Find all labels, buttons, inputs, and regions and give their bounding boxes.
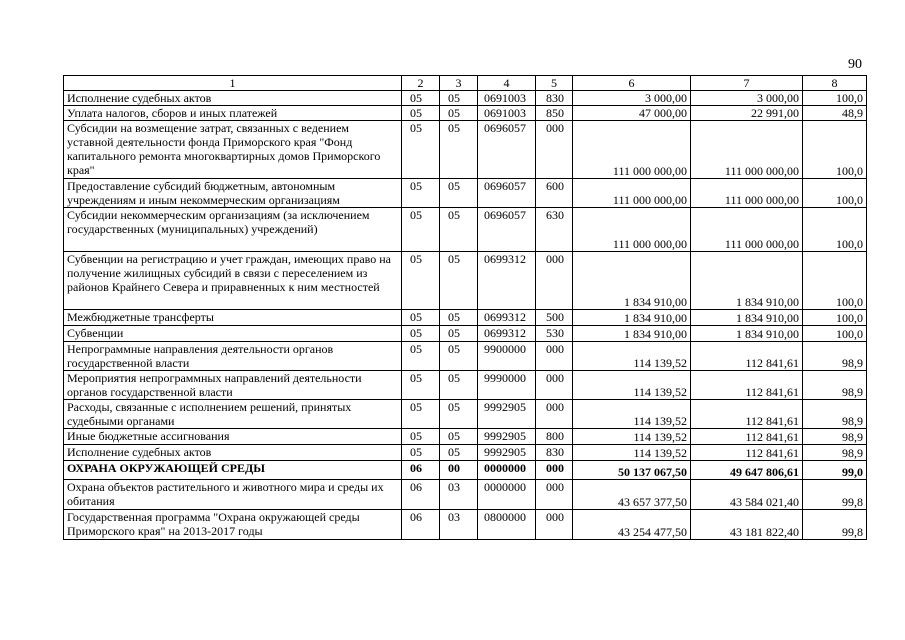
target-article-cell: 0696057 bbox=[478, 179, 536, 208]
planned-amount-cell: 1 834 910,00 bbox=[573, 326, 691, 342]
percent-cell: 100,0 bbox=[803, 252, 867, 310]
row-name-cell: Непрограммные направления деятельности органов государственной власти bbox=[64, 342, 402, 371]
percent-cell: 98,9 bbox=[803, 429, 867, 445]
section-code-cell: 05 bbox=[402, 310, 440, 326]
row-name-cell: Предоставление субсидий бюджетным, автономным учреждениям и иным некоммерческим организациям bbox=[64, 179, 402, 208]
table-row bbox=[64, 461, 867, 480]
section-code-cell: 05 bbox=[402, 121, 440, 179]
expense-type-cell: 000 bbox=[536, 371, 573, 400]
table-row bbox=[64, 252, 867, 310]
executed-amount-cell: 43 181 822,40 bbox=[691, 510, 803, 540]
table-row bbox=[64, 480, 867, 510]
section-code-cell: 05 bbox=[402, 342, 440, 371]
target-article-cell: 0000000 bbox=[478, 480, 536, 510]
header-cell: 3 bbox=[440, 76, 478, 91]
executed-amount-cell: 112 841,61 bbox=[691, 445, 803, 461]
subsection-code-cell: 05 bbox=[440, 106, 478, 121]
percent-cell: 99,8 bbox=[803, 510, 867, 540]
percent-cell: 100,0 bbox=[803, 179, 867, 208]
planned-amount-cell: 47 000,00 bbox=[573, 106, 691, 121]
section-code-cell: 05 bbox=[402, 252, 440, 310]
row-name-cell: Субвенции на регистрацию и учет граждан, имеющих право на получение жилищных субсидий в связи с переселением из районов Крайнего Севера и приравненных к ним местностей bbox=[64, 252, 402, 310]
target-article-cell: 9900000 bbox=[478, 342, 536, 371]
section-code-cell: 05 bbox=[402, 179, 440, 208]
percent-cell: 98,9 bbox=[803, 445, 867, 461]
header-cell: 6 bbox=[573, 76, 691, 91]
target-article-cell: 0691003 bbox=[478, 106, 536, 121]
subsection-code-cell: 05 bbox=[440, 310, 478, 326]
executed-amount-cell: 111 000 000,00 bbox=[691, 208, 803, 252]
section-code-cell: 05 bbox=[402, 326, 440, 342]
expense-type-cell: 600 bbox=[536, 179, 573, 208]
section-code-cell: 05 bbox=[402, 208, 440, 252]
table-row bbox=[64, 106, 867, 121]
executed-amount-cell: 112 841,61 bbox=[691, 400, 803, 429]
row-name-cell: Мероприятия непрограммных направлений деятельности органов государственной власти bbox=[64, 371, 402, 400]
table-row bbox=[64, 445, 867, 461]
table-row bbox=[64, 310, 867, 326]
executed-amount-cell: 1 834 910,00 bbox=[691, 326, 803, 342]
row-name-cell: Субсидии некоммерческим организациям (за исключением государственных (муниципальных) учреждений) bbox=[64, 208, 402, 252]
percent-cell: 98,9 bbox=[803, 342, 867, 371]
expense-type-cell: 000 bbox=[536, 510, 573, 540]
subsection-code-cell: 03 bbox=[440, 510, 478, 540]
expense-type-cell: 830 bbox=[536, 91, 573, 106]
planned-amount-cell: 114 139,52 bbox=[573, 445, 691, 461]
planned-amount-cell: 43 657 377,50 bbox=[573, 480, 691, 510]
planned-amount-cell: 111 000 000,00 bbox=[573, 121, 691, 179]
table-row bbox=[64, 208, 867, 252]
table-row bbox=[64, 342, 867, 371]
row-name-cell: Субсидии на возмещение затрат, связанных с ведением уставной деятельности фонда Приморского края "Фонд капитального ремонта многоквартирных домов Приморского края" bbox=[64, 121, 402, 179]
row-name-cell: ОХРАНА ОКРУЖАЮЩЕЙ СРЕДЫ bbox=[64, 461, 402, 480]
expense-type-cell: 850 bbox=[536, 106, 573, 121]
target-article-cell: 0696057 bbox=[478, 121, 536, 179]
percent-cell: 100,0 bbox=[803, 91, 867, 106]
subsection-code-cell: 05 bbox=[440, 252, 478, 310]
expense-type-cell: 500 bbox=[536, 310, 573, 326]
target-article-cell: 0699312 bbox=[478, 252, 536, 310]
header-cell: 2 bbox=[402, 76, 440, 91]
row-name-cell: Субвенции bbox=[64, 326, 402, 342]
executed-amount-cell: 111 000 000,00 bbox=[691, 121, 803, 179]
expense-type-cell: 830 bbox=[536, 445, 573, 461]
target-article-cell: 0000000 bbox=[478, 461, 536, 480]
table-row bbox=[64, 510, 867, 540]
table-row bbox=[64, 326, 867, 342]
subsection-code-cell: 05 bbox=[440, 121, 478, 179]
row-name-cell: Межбюджетные трансферты bbox=[64, 310, 402, 326]
target-article-cell: 0696057 bbox=[478, 208, 536, 252]
expense-type-cell: 000 bbox=[536, 400, 573, 429]
header-cell: 4 bbox=[478, 76, 536, 91]
expense-type-cell: 000 bbox=[536, 342, 573, 371]
expense-type-cell: 000 bbox=[536, 461, 573, 480]
expense-type-cell: 000 bbox=[536, 121, 573, 179]
table-row bbox=[64, 121, 867, 179]
subsection-code-cell: 05 bbox=[440, 91, 478, 106]
executed-amount-cell: 112 841,61 bbox=[691, 342, 803, 371]
subsection-code-cell: 05 bbox=[440, 371, 478, 400]
percent-cell: 48,9 bbox=[803, 106, 867, 121]
planned-amount-cell: 1 834 910,00 bbox=[573, 310, 691, 326]
planned-amount-cell: 111 000 000,00 bbox=[573, 179, 691, 208]
section-code-cell: 05 bbox=[402, 371, 440, 400]
section-code-cell: 06 bbox=[402, 510, 440, 540]
target-article-cell: 9990000 bbox=[478, 371, 536, 400]
percent-cell: 99,8 bbox=[803, 480, 867, 510]
percent-cell: 99,0 bbox=[803, 461, 867, 480]
planned-amount-cell: 43 254 477,50 bbox=[573, 510, 691, 540]
row-name-cell: Охрана объектов растительного и животного мира и среды их обитания bbox=[64, 480, 402, 510]
section-code-cell: 05 bbox=[402, 106, 440, 121]
row-name-cell: Исполнение судебных актов bbox=[64, 91, 402, 106]
subsection-code-cell: 05 bbox=[440, 342, 478, 371]
planned-amount-cell: 3 000,00 bbox=[573, 91, 691, 106]
table-row bbox=[64, 179, 867, 208]
target-article-cell: 9992905 bbox=[478, 400, 536, 429]
row-name-cell: Уплата налогов, сборов и иных платежей bbox=[64, 106, 402, 121]
executed-amount-cell: 43 584 021,40 bbox=[691, 480, 803, 510]
planned-amount-cell: 114 139,52 bbox=[573, 342, 691, 371]
planned-amount-cell: 114 139,52 bbox=[573, 400, 691, 429]
planned-amount-cell: 114 139,52 bbox=[573, 371, 691, 400]
table-header-row bbox=[64, 76, 867, 91]
target-article-cell: 9992905 bbox=[478, 445, 536, 461]
planned-amount-cell: 50 137 067,50 bbox=[573, 461, 691, 480]
row-name-cell: Исполнение судебных актов bbox=[64, 445, 402, 461]
percent-cell: 100,0 bbox=[803, 326, 867, 342]
subsection-code-cell: 05 bbox=[440, 208, 478, 252]
page-number: 90 bbox=[848, 57, 862, 72]
percent-cell: 98,9 bbox=[803, 371, 867, 400]
header-cell: 5 bbox=[536, 76, 573, 91]
percent-cell: 100,0 bbox=[803, 121, 867, 179]
subsection-code-cell: 05 bbox=[440, 179, 478, 208]
section-code-cell: 06 bbox=[402, 480, 440, 510]
executed-amount-cell: 112 841,61 bbox=[691, 429, 803, 445]
subsection-code-cell: 05 bbox=[440, 400, 478, 429]
subsection-code-cell: 03 bbox=[440, 480, 478, 510]
section-code-cell: 06 bbox=[402, 461, 440, 480]
percent-cell: 98,9 bbox=[803, 400, 867, 429]
expense-type-cell: 630 bbox=[536, 208, 573, 252]
executed-amount-cell: 1 834 910,00 bbox=[691, 310, 803, 326]
target-article-cell: 9992905 bbox=[478, 429, 536, 445]
executed-amount-cell: 3 000,00 bbox=[691, 91, 803, 106]
subsection-code-cell: 05 bbox=[440, 326, 478, 342]
target-article-cell: 0699312 bbox=[478, 310, 536, 326]
target-article-cell: 0800000 bbox=[478, 510, 536, 540]
row-name-cell: Расходы, связанные с исполнением решений, принятых судебными органами bbox=[64, 400, 402, 429]
executed-amount-cell: 49 647 806,61 bbox=[691, 461, 803, 480]
percent-cell: 100,0 bbox=[803, 208, 867, 252]
table-row bbox=[64, 91, 867, 106]
table-row bbox=[64, 429, 867, 445]
percent-cell: 100,0 bbox=[803, 310, 867, 326]
section-code-cell: 05 bbox=[402, 429, 440, 445]
planned-amount-cell: 114 139,52 bbox=[573, 429, 691, 445]
target-article-cell: 0691003 bbox=[478, 91, 536, 106]
row-name-cell: Государственная программа "Охрана окружающей среды Приморского края" на 2013-2017 годы bbox=[64, 510, 402, 540]
header-cell: 7 bbox=[691, 76, 803, 91]
expense-type-cell: 000 bbox=[536, 480, 573, 510]
executed-amount-cell: 111 000 000,00 bbox=[691, 179, 803, 208]
subsection-code-cell: 05 bbox=[440, 429, 478, 445]
executed-amount-cell: 1 834 910,00 bbox=[691, 252, 803, 310]
subsection-code-cell: 00 bbox=[440, 461, 478, 480]
budget-table bbox=[63, 75, 867, 540]
table-row bbox=[64, 371, 867, 400]
planned-amount-cell: 111 000 000,00 bbox=[573, 208, 691, 252]
section-code-cell: 05 bbox=[402, 445, 440, 461]
target-article-cell: 0699312 bbox=[478, 326, 536, 342]
expense-type-cell: 800 bbox=[536, 429, 573, 445]
table-row bbox=[64, 400, 867, 429]
row-name-cell: Иные бюджетные ассигнования bbox=[64, 429, 402, 445]
subsection-code-cell: 05 bbox=[440, 445, 478, 461]
planned-amount-cell: 1 834 910,00 bbox=[573, 252, 691, 310]
section-code-cell: 05 bbox=[402, 400, 440, 429]
executed-amount-cell: 112 841,61 bbox=[691, 371, 803, 400]
expense-type-cell: 530 bbox=[536, 326, 573, 342]
header-cell: 1 bbox=[64, 76, 402, 91]
header-cell: 8 bbox=[803, 76, 867, 91]
expense-type-cell: 000 bbox=[536, 252, 573, 310]
executed-amount-cell: 22 991,00 bbox=[691, 106, 803, 121]
section-code-cell: 05 bbox=[402, 91, 440, 106]
